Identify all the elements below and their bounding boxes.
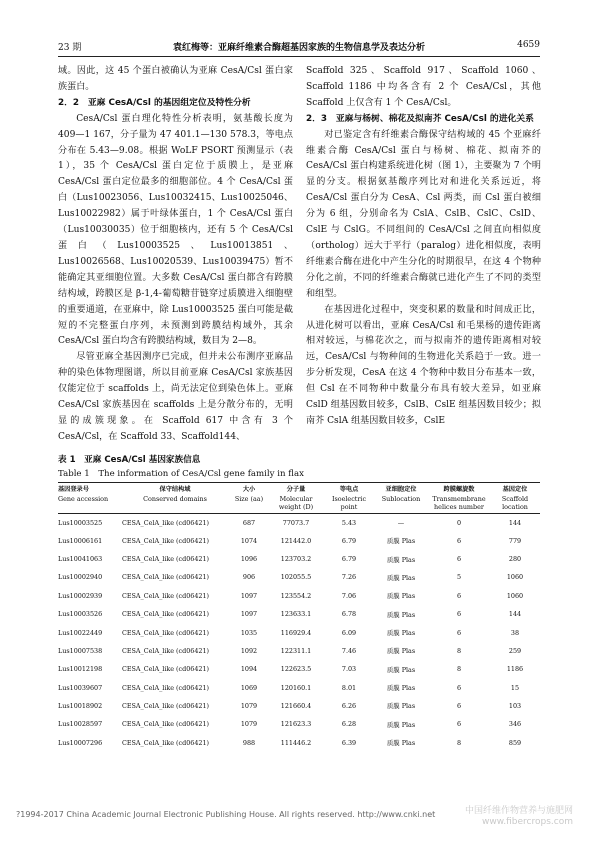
- table-cell: 1079: [240, 720, 258, 729]
- table-cell: 6.79: [341, 555, 357, 564]
- column-header: 跨膜螺旋数 Transmembrane helices number: [428, 484, 490, 513]
- table-cell: 质膜 Plas: [386, 610, 416, 619]
- left-column: [58, 64, 293, 446]
- table-row: [58, 605, 540, 623]
- table-top-rule: [58, 482, 540, 483]
- table-cell: 859: [508, 738, 522, 747]
- table-cell: CESA_CelA_like (cd06421): [122, 573, 210, 582]
- table-cell: 6: [456, 536, 462, 545]
- table-cell: 144: [508, 518, 522, 527]
- paragraph: 域。因此，这 45 个蛋白被确认为亚麻 CesA/Csl 蛋白家族蛋白。: [58, 66, 293, 92]
- table-cell: CESA_CelA_like (cd06421): [122, 518, 210, 527]
- table-cell: 6: [456, 720, 462, 729]
- column-header: 等电点 Isoelectric point: [324, 484, 374, 513]
- table-cell: 1060: [506, 573, 524, 582]
- table-cell: 259: [508, 646, 522, 655]
- table-cell: 123633.1: [280, 610, 312, 619]
- table-cell: 5.43: [341, 518, 357, 527]
- table-cell: 121442.0: [280, 536, 312, 545]
- table-cell: 1097: [240, 591, 258, 600]
- paragraph: Scaffold 325、Scaffold 917、Scaffold 1060、Scaffold 1186 中均各含有 2 个 CesA/Csl，其他 Scaffold 上仅含有 1 个 CesA/Csl。: [306, 66, 541, 108]
- column-header: 保守结构域 Conserved domains: [120, 484, 230, 513]
- table-cell: 122311.1: [280, 646, 312, 655]
- table-cell: CESA_CelA_like (cd06421): [122, 701, 210, 710]
- paragraph: CesA/Csl 蛋白理化特性分析表明，氨基酸长度为 409—1 167，分子量为 47 401.1—130 578.3，等电点分布在 5.43—9.08。根据 WoLF PSORT 预测显示（表 1），35 个 CesA/Csl 蛋白定位于质膜上，是亚麻 CesA/Csl 蛋白定位最多的细胞部位。4 个 CesA/Csl 蛋白（Lus10023056、Lus10032415、Lus10025046、Lus10022982）属于叶绿体蛋白，1 个 CesA/Csl 蛋白（Lus10030035）位于细胞核内，还有 5 个 CesA/Csl 蛋白（Lus10003525、Lus10013851、Lus10026568、Lus10020539、Lus10039475）暂不能确定其亚细胞位置。大多数 CesA/Csl 蛋白都含有跨膜结构域，跨膜区是 β-1,4-葡萄糖苷链穿过质膜进入细胞壁的重要通道，在亚麻中，除 Lus10003525 蛋白可能是截短的不完整蛋白序列，未预测到跨膜结构域外，其余 CesA/Csl 蛋白均含有跨膜结构域，数目为 2—8。: [58, 113, 293, 347]
- table-cell: 8: [456, 646, 462, 655]
- table-cell: 6: [456, 701, 462, 710]
- table-cell: 15: [510, 683, 520, 692]
- table-cell: 7.46: [341, 646, 357, 655]
- running-title: 袁红梅等：亚麻纤维素合酶超基因家族的生物信息学及表达分析: [172, 43, 425, 53]
- table-cell: —: [397, 518, 405, 527]
- table-cell: 质膜 Plas: [386, 629, 416, 638]
- table-cell: 7.03: [341, 665, 357, 674]
- table-cell: 1079: [240, 701, 258, 710]
- table-cell: Lus10002939: [58, 591, 103, 600]
- table-caption-cn: 表 1 亚麻 CesA/Csl 基因家族信息: [58, 455, 201, 465]
- table-cell: 121660.4: [280, 701, 312, 710]
- paragraph: 在基因进化过程中，突变积累的数量和时间成正比，从进化树可以看出，亚麻 CesA/Csl 和毛果杨的遗传距离相对较远，与棉花次之，而与拟南芥的遗传距离相对较远，CesA/Csl 与物种间的生物进化关系趋于一致。进一步分析发现，CesA 在这 4 个物种中数目分布基本一致，但 Csl 在不同物种中数量分布具有较大差异，如亚麻 CslD 组基因数目较多，CslB、CslE 组基因数目较少；拟南芥 CslA 组基因数目较多，CslE: [306, 304, 541, 426]
- table-cell: CESA_CelA_like (cd06421): [122, 720, 210, 729]
- paragraph: 尽管亚麻全基因测序已完成，但并未公布测序亚麻品种的染色体物理图谱，所以目前亚麻 CesA/Csl 家族基因仅能定位于 scaffolds 上，尚无法定位到染色体上。亚麻 CesA/Csl 家族基因在 scaffolds 上是分散分布的，无明显的成簇现象。在 Scaffold 617 中含有 3 个 CesA/Csl，在 Scaffold 33、Scaffold144、: [58, 352, 293, 442]
- table-cell: 质膜 Plas: [386, 739, 416, 748]
- table-cell: Lus10018902: [58, 701, 103, 710]
- table-cell: CESA_CelA_like (cd06421): [122, 536, 210, 545]
- section-heading-2-2: 2．2 亚麻 CesA/Csl 的基因组定位及特性分析: [58, 97, 251, 108]
- table-cell: 5: [456, 573, 462, 582]
- table-cell: 102055.5: [280, 573, 312, 582]
- table-cell: 77073.7: [282, 518, 310, 527]
- table-cell: 7.06: [341, 591, 357, 600]
- site-watermark: 中国纤维作物营养与施肥网 www.fibercrops.com: [464, 806, 573, 827]
- table-cell: 38: [510, 628, 520, 637]
- table-cell: Lus10039607: [58, 683, 103, 692]
- table-row: [58, 587, 540, 605]
- table-row: [58, 568, 540, 586]
- section-heading-2-3: 2．3 亚麻与杨树、棉花及拟南芥 CesA/Csl 的进化关系: [306, 113, 534, 124]
- table-cell: 质膜 Plas: [386, 573, 416, 582]
- table-cell: 779: [508, 536, 522, 545]
- table-cell: 6: [456, 683, 462, 692]
- table-cell: 1096: [240, 555, 258, 564]
- table-cell: 1060: [506, 591, 524, 600]
- table-cell: 质膜 Plas: [386, 647, 416, 656]
- table-cell: Lus10002940: [58, 573, 103, 582]
- running-header: [58, 40, 540, 54]
- table-cell: 质膜 Plas: [386, 592, 416, 601]
- table-cell: 6.28: [341, 720, 357, 729]
- table-cell: Lus10028597: [58, 720, 103, 729]
- column-header: 分子量 Molecular weight (D): [268, 484, 324, 513]
- table-cell: 103: [508, 701, 522, 710]
- table-cell: CESA_CelA_like (cd06421): [122, 738, 210, 747]
- table-cell: 质膜 Plas: [386, 702, 416, 711]
- column-header: 基因登录号 Gene accession: [58, 484, 120, 513]
- table-cell: CESA_CelA_like (cd06421): [122, 555, 210, 564]
- right-column: [306, 64, 541, 430]
- table-row: [58, 733, 540, 751]
- table-cell: Lus10022449: [58, 628, 103, 637]
- table-cell: 6.79: [341, 536, 357, 545]
- gene-family-table: [58, 484, 540, 752]
- table-row: [58, 513, 540, 531]
- table-cell: 6: [456, 628, 462, 637]
- table-cell: Lus10003525: [58, 518, 103, 527]
- table-cell: 质膜 Plas: [386, 684, 416, 693]
- table-cell: 6: [456, 591, 462, 600]
- paragraph: 对已鉴定含有纤维素合酶保守结构域的 45 个亚麻纤维素合酶 CesA/Csl 蛋白与杨树、棉花、拟南芥的 CesA/Csl 蛋白构建系统进化树（图 1），主要聚为 7 个明显的分支。根据氨基酸序列比对和进化关系远近，将 CesA/Csl 蛋白分为 CesA、Csl 两类，而 Csl 蛋白被细分为 6 组，分别命名为 CslA、CslB、CslC、CslD、CslE 与 CslG。不同组间的 CesA/Csl 之间直向相似度（ortholog）远大于平行（paralog）进化相似度，表明纤维素合酶在进化中产生分化的时期很早，在这 4 个物种分化之前，不同的纤维素合酶就已进化产生了不同的类型和组型。: [306, 129, 541, 299]
- table-cell: 0: [456, 518, 462, 527]
- table-cell: 687: [242, 518, 256, 527]
- column-header: 基因定位 Scaffold location: [490, 484, 540, 513]
- table-cell: 质膜 Plas: [386, 665, 416, 674]
- table-cell: 280: [508, 555, 522, 564]
- table-cell: 123703.2: [280, 555, 312, 564]
- table-cell: 1094: [240, 665, 258, 674]
- table-cell: 6.78: [341, 610, 357, 619]
- table-row: [58, 532, 540, 550]
- table-cell: 1074: [240, 536, 258, 545]
- table-cell: 6: [456, 555, 462, 564]
- table-cell: 116929.4: [280, 628, 312, 637]
- table-cell: 6: [456, 610, 462, 619]
- table-cell: Lus10041063: [58, 555, 103, 564]
- table-cell: 1069: [240, 683, 258, 692]
- table-cell: 906: [242, 573, 256, 582]
- table-cell: 1097: [240, 610, 258, 619]
- table-cell: 8: [456, 738, 462, 747]
- table-cell: 6.09: [341, 628, 357, 637]
- column-header: 亚细胞定位 Sublocation: [374, 484, 428, 513]
- table-cell: 质膜 Plas: [386, 555, 416, 564]
- column-header: 大小 Size (aa): [230, 484, 268, 513]
- table-cell: 346: [508, 720, 522, 729]
- page-number: 4659: [517, 40, 540, 50]
- table-cell: 1092: [240, 646, 258, 655]
- table-cell: 120160.1: [280, 683, 312, 692]
- table-row: [58, 697, 540, 715]
- table-cell: CESA_CelA_like (cd06421): [122, 591, 210, 600]
- table-cell: 质膜 Plas: [386, 720, 416, 729]
- table-cell: 6.26: [341, 701, 357, 710]
- header-rule: [58, 56, 540, 57]
- table-row: [58, 623, 540, 641]
- table-cell: CESA_CelA_like (cd06421): [122, 646, 210, 655]
- table-row: [58, 715, 540, 733]
- table-row: [58, 642, 540, 660]
- table-cell: CESA_CelA_like (cd06421): [122, 665, 210, 674]
- table-cell: 123554.2: [280, 591, 312, 600]
- table-cell: 质膜 Plas: [386, 537, 416, 546]
- table-row: [58, 550, 540, 568]
- table-cell: CESA_CelA_like (cd06421): [122, 683, 210, 692]
- table-cell: 8.01: [341, 683, 357, 692]
- table-cell: Lus10012198: [58, 665, 103, 674]
- table-cell: 1186: [506, 665, 524, 674]
- copyright-footer: ?1994-2017 China Academic Journal Electronic Publishing House. All rights reserved. http://www.cnki.net: [16, 810, 436, 819]
- table-cell: 111446.2: [280, 738, 312, 747]
- table-cell: 988: [242, 738, 256, 747]
- table-cell: Lus10007296: [58, 738, 103, 747]
- table-cell: Lus10006161: [58, 536, 103, 545]
- table-row: [58, 660, 540, 678]
- table-cell: 144: [508, 610, 522, 619]
- table-header-row: [58, 484, 540, 513]
- table-cell: Lus10003526: [58, 610, 103, 619]
- table-cell: 6.39: [341, 738, 357, 747]
- table-row: [58, 678, 540, 696]
- table-cell: 1035: [240, 628, 258, 637]
- table-cell: Lus10007538: [58, 646, 103, 655]
- table-cell: 7.26: [341, 573, 357, 582]
- issue-number: 23 期: [58, 43, 82, 53]
- table-cell: 121623.3: [280, 720, 312, 729]
- table-cell: 8: [456, 665, 462, 674]
- table-cell: 122623.5: [280, 665, 312, 674]
- table-cell: CESA_CelA_like (cd06421): [122, 628, 210, 637]
- table-cell: CESA_CelA_like (cd06421): [122, 610, 210, 619]
- table-caption-en: Table 1 The information of CesA/Csl gene family in flax: [58, 469, 304, 479]
